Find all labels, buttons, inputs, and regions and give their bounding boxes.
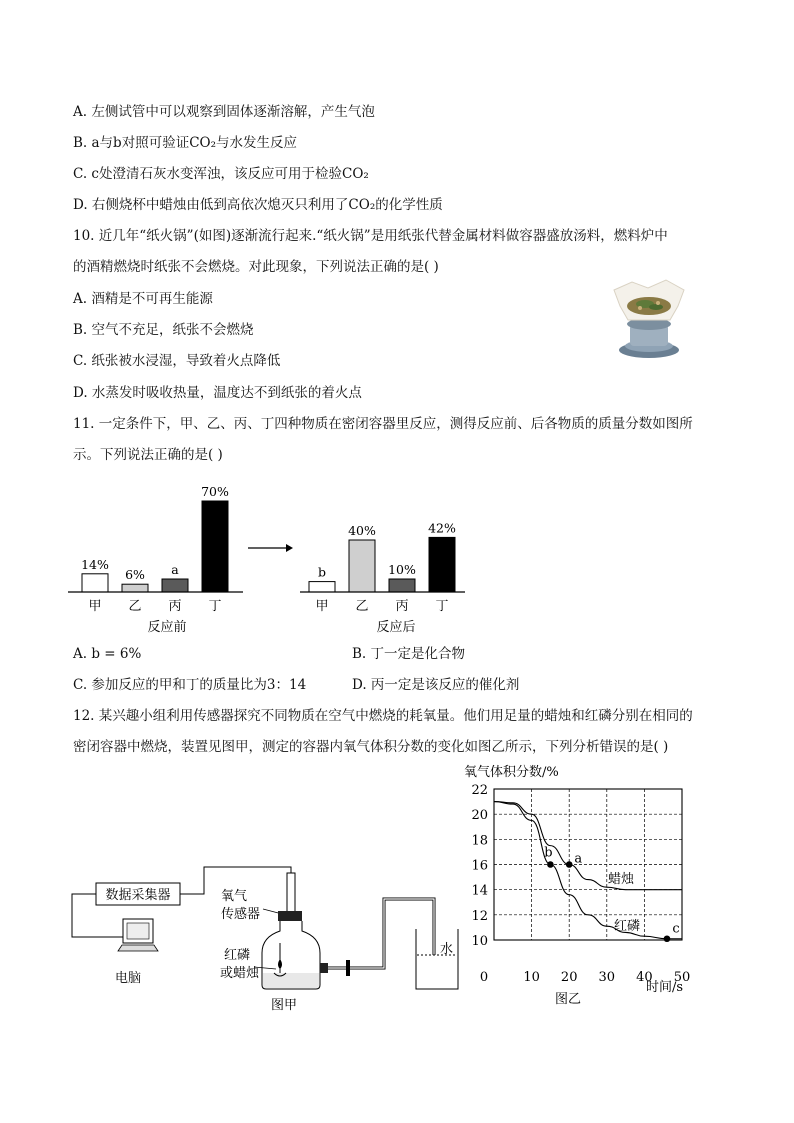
q12-stem-line1: 12. 某兴趣小组利用传感器探究不同物质在空气中燃烧的耗氧量。他们用足量的蜡烛和红磷分别在相同的 xyxy=(73,708,693,724)
q11-stem-line2: 示。下列说法正确的是( ) xyxy=(73,447,223,463)
apparatus-figure xyxy=(66,855,466,1015)
paper-hotpot-image xyxy=(608,276,690,362)
y-tick-20: 20 xyxy=(471,808,488,824)
point-a xyxy=(566,861,573,868)
q12-stem-line2: 密闭容器中燃烧，装置见图甲，测定的容器内氧气体积分数的变化如图乙所示，下列分析错误的是( ) xyxy=(73,739,669,755)
y-tick-22: 22 xyxy=(471,783,488,798)
before-category-2: 乙 xyxy=(128,599,142,614)
before-category-3: 丙 xyxy=(168,599,182,614)
before-bar-label-3: a xyxy=(171,562,179,577)
q11-option-a: A. b = 6% xyxy=(73,646,142,662)
after-bar-4 xyxy=(429,537,455,592)
q10-option-b: B. 空气不充足，纸张不会燃烧 xyxy=(73,322,254,338)
computer-keyboard xyxy=(118,945,158,951)
stopper xyxy=(278,911,302,921)
q11-option-c: C. 参加反应的甲和丁的质量比为3：14 xyxy=(73,677,307,693)
q10-option-a: A. 酒精是不可再生能源 xyxy=(73,291,213,307)
after-caption: 反应后 xyxy=(376,620,416,635)
before-bar-1 xyxy=(82,574,108,592)
after-bar-label-2: 40% xyxy=(348,523,376,538)
y-tick-12: 12 xyxy=(471,908,488,924)
before-bar-2 xyxy=(122,584,148,592)
q10-option-d: D. 水蒸发时吸收热量，温度达不到纸张的着火点 xyxy=(73,385,362,401)
water-label: 水 xyxy=(440,942,454,957)
after-bar-label-4: 42% xyxy=(428,520,456,536)
sensor-label-line2: 传感器 xyxy=(221,907,261,922)
point-label-b: b xyxy=(544,845,553,861)
computer-label: 电脑 xyxy=(114,971,142,986)
y-tick-18: 18 xyxy=(471,833,488,849)
phosphorus-curve-label: 红磷 xyxy=(614,919,641,934)
before-bar-4 xyxy=(202,501,228,592)
after-bar-label-1: b xyxy=(317,564,327,580)
before-bar-label-1: 14% xyxy=(81,556,109,572)
series-line-2 xyxy=(494,802,682,939)
q10-stem-line2: 的酒精燃烧时纸张不会燃烧。对此现象，下列说法正确的是( ) xyxy=(73,259,439,275)
before-bar-label-2: 6% xyxy=(125,567,145,583)
x-tick-20: 20 xyxy=(560,970,578,985)
q11-option-d: D. 丙一定是该反应的催化剂 xyxy=(352,677,520,693)
x-tick-40: 40 xyxy=(636,970,653,985)
before-category-4: 丁 xyxy=(208,599,222,614)
point-label-a: a xyxy=(574,851,583,867)
figure-jia-caption: 图甲 xyxy=(270,998,298,1013)
after-category-3: 丙 xyxy=(395,599,409,614)
q9-option-a: A. 左侧试管中可以观察到固体逐渐溶解，产生气泡 xyxy=(73,104,375,120)
oxygen-sensor xyxy=(287,873,295,913)
sample-label-line2: 或蜡烛 xyxy=(220,966,260,981)
q11-bar-charts xyxy=(60,466,480,646)
x-tick-30: 30 xyxy=(598,970,616,985)
candle-curve-label: 蜡烛 xyxy=(608,872,635,887)
x-tick-10: 10 xyxy=(523,970,540,985)
q9-option-d: D. 右侧烧杯中蜡烛由低到高依次熄灭只利用了CO₂的化学性质 xyxy=(73,197,443,213)
graph-xlabel: 时间/s xyxy=(646,980,684,995)
x-tick-0: 0 xyxy=(479,970,489,985)
after-bar-label-3: 10% xyxy=(388,562,416,577)
series-line-1 xyxy=(494,802,682,890)
oxygen-graph xyxy=(458,758,708,1010)
q9-option-b: B. a与b对照可验证CO₂与水发生反应 xyxy=(73,135,298,151)
y-tick-10: 10 xyxy=(471,934,488,949)
q11-option-b: B. 丁一定是化合物 xyxy=(352,646,466,662)
q10-stem-line1: 10. 近几年“纸火锅”(如图)逐渐流行起来.“纸火锅”是用纸张代替金属材料做容器盛放汤料，燃料炉中 xyxy=(73,228,668,244)
after-bar-1 xyxy=(309,582,335,592)
point-label-c: c xyxy=(672,921,680,937)
after-category-1: 甲 xyxy=(315,599,329,614)
q11-stem-line1: 11. 一定条件下，甲、乙、丙、丁四种物质在密闭容器里反应，测得反应前、后各物质的质量分数如图所 xyxy=(73,416,693,432)
before-category-1: 甲 xyxy=(88,599,102,614)
clamp xyxy=(346,960,350,976)
after-bar-2 xyxy=(349,540,375,592)
after-category-2: 乙 xyxy=(355,599,369,614)
x-tick-50: 50 xyxy=(673,970,691,985)
after-bar-3 xyxy=(389,579,415,592)
point-c xyxy=(664,935,671,942)
reaction-arrowhead xyxy=(286,544,293,552)
before-bar-label-4: 70% xyxy=(201,484,229,499)
data-collector-label: 数据采集器 xyxy=(105,888,171,903)
sample-label-line1: 红磷 xyxy=(224,948,251,963)
before-bar-3 xyxy=(162,579,188,592)
q10-option-c: C. 纸张被水浸湿，导致着火点降低 xyxy=(73,353,281,369)
point-b xyxy=(547,861,554,868)
after-category-4: 丁 xyxy=(435,599,449,614)
figure-yi-caption: 图乙 xyxy=(554,992,582,1007)
sensor-label-line1: 氧气 xyxy=(221,889,248,904)
y-tick-16: 16 xyxy=(471,858,488,874)
y-tick-14: 14 xyxy=(471,883,488,899)
before-caption: 反应前 xyxy=(147,620,187,635)
graph-ylabel: 氧气体积分数/% xyxy=(464,765,559,780)
q9-option-c: C. c处澄清石灰水变浑浊，该反应可用于检验CO₂ xyxy=(73,166,369,182)
